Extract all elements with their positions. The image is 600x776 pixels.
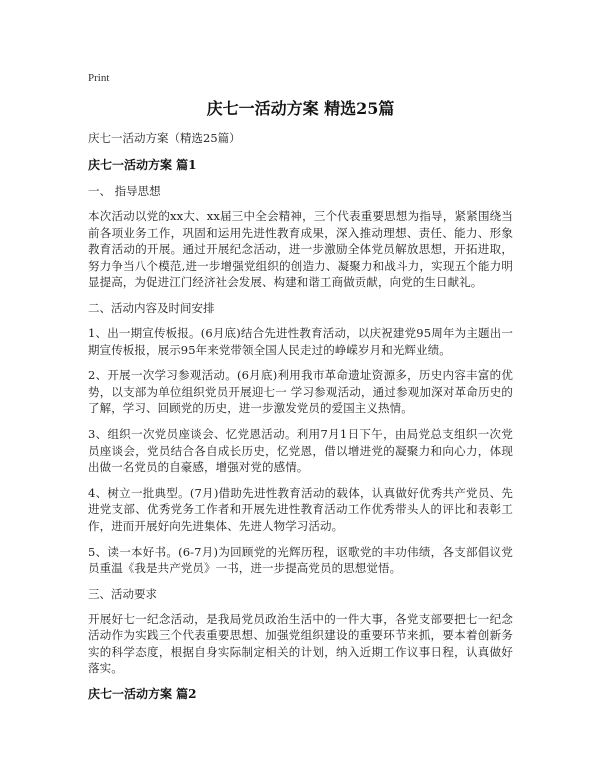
document-body xyxy=(88,130,513,712)
section-2 xyxy=(88,686,513,702)
paragraph: 本次活动以党的xx大、xx届三中全会精神，三个代表重要思想为指导，紧紧围绕当前各项业务工作，巩固和运用先进性教育成果，深入推动理想、责任、能力、形象教育活动的开展。通过开展纪念活动，进一步激励全体党员解放思想，开拓进取，努力争当八个模范,进一步增强党组织的创造力、凝聚力和战斗力，实现五个能力明显提高，为促进江门经济社会发展、构建和谐工商做贡献，向党的生日献礼。 xyxy=(88,209,513,290)
paragraph: 1、出一期宣传板报。(6月底)结合先进性教育活动，以庆祝建党95周年为主题出一期宣传板报，展示95年来党带领全国人民走过的峥嵘岁月和光辉业绩。 xyxy=(88,325,513,357)
paragraph: 3、组织一次党员座谈会、忆党恩活动。利用7月1日下午，由局党总支组织一次党员座谈会，党员结合各自成长历史，忆党恩，借以增进党的凝聚力和向心力，体现出做一名党员的自豪感，增强对党的感情。 xyxy=(88,426,513,475)
subheading-guiding-thought: 一、 指导思想 xyxy=(88,184,161,198)
section-heading: 庆七一活动方案 篇1 xyxy=(88,158,197,172)
page-title: 庆七一活动方案 精选25篇 xyxy=(206,99,395,118)
paragraph: 4、树立一批典型。(7月)借助先进性教育活动的载体，认真做好优秀共产党员、先进党支部、优秀党务工作者和开展先进性教育活动工作优秀带头人的评比和表彰工作，进而开展好向先进集体、先进人物学习活动。 xyxy=(88,485,513,533)
paragraph: 2、开展一次学习参观活动。(6月底)利用我市革命遗址资源多，历史内容丰富的优势，以支部为单位组织党员开展迎七一 学习参观活动，通过参观加深对革命历史的了解，学习、回顾党的历史，进一步激发党员的爱国主义热情。 xyxy=(88,368,513,416)
section-heading: 庆七一活动方案 篇2 xyxy=(88,687,197,702)
paragraph: 5、读一本好书。(6-7月)为回顾党的光辉历程，讴歌党的丰功伟绩，各支部倡议党员重温《我是共产党员》一书，进一步提高党员的思想觉悟。 xyxy=(88,544,513,576)
subheading-requirements: 三、活动要求 xyxy=(88,586,157,601)
print-link[interactable]: Print xyxy=(88,72,110,84)
paragraph: 开展好七一纪念活动，是我局党员政治生活中的一件大事，各党支部要把七一纪念活动作为实践三个代表重要思想、加强党组织建设的重要环节来抓，要本着创新务实的科学态度，根据自身实际制定相关的计划，纳入近期工作议事日程，认真做好落实。 xyxy=(88,611,513,676)
document-subtitle: 庆七一活动方案（精选25篇） xyxy=(88,131,241,145)
section-1 xyxy=(88,157,513,677)
subheading-activities-schedule: 二、活动内容及时间安排 xyxy=(88,300,215,315)
